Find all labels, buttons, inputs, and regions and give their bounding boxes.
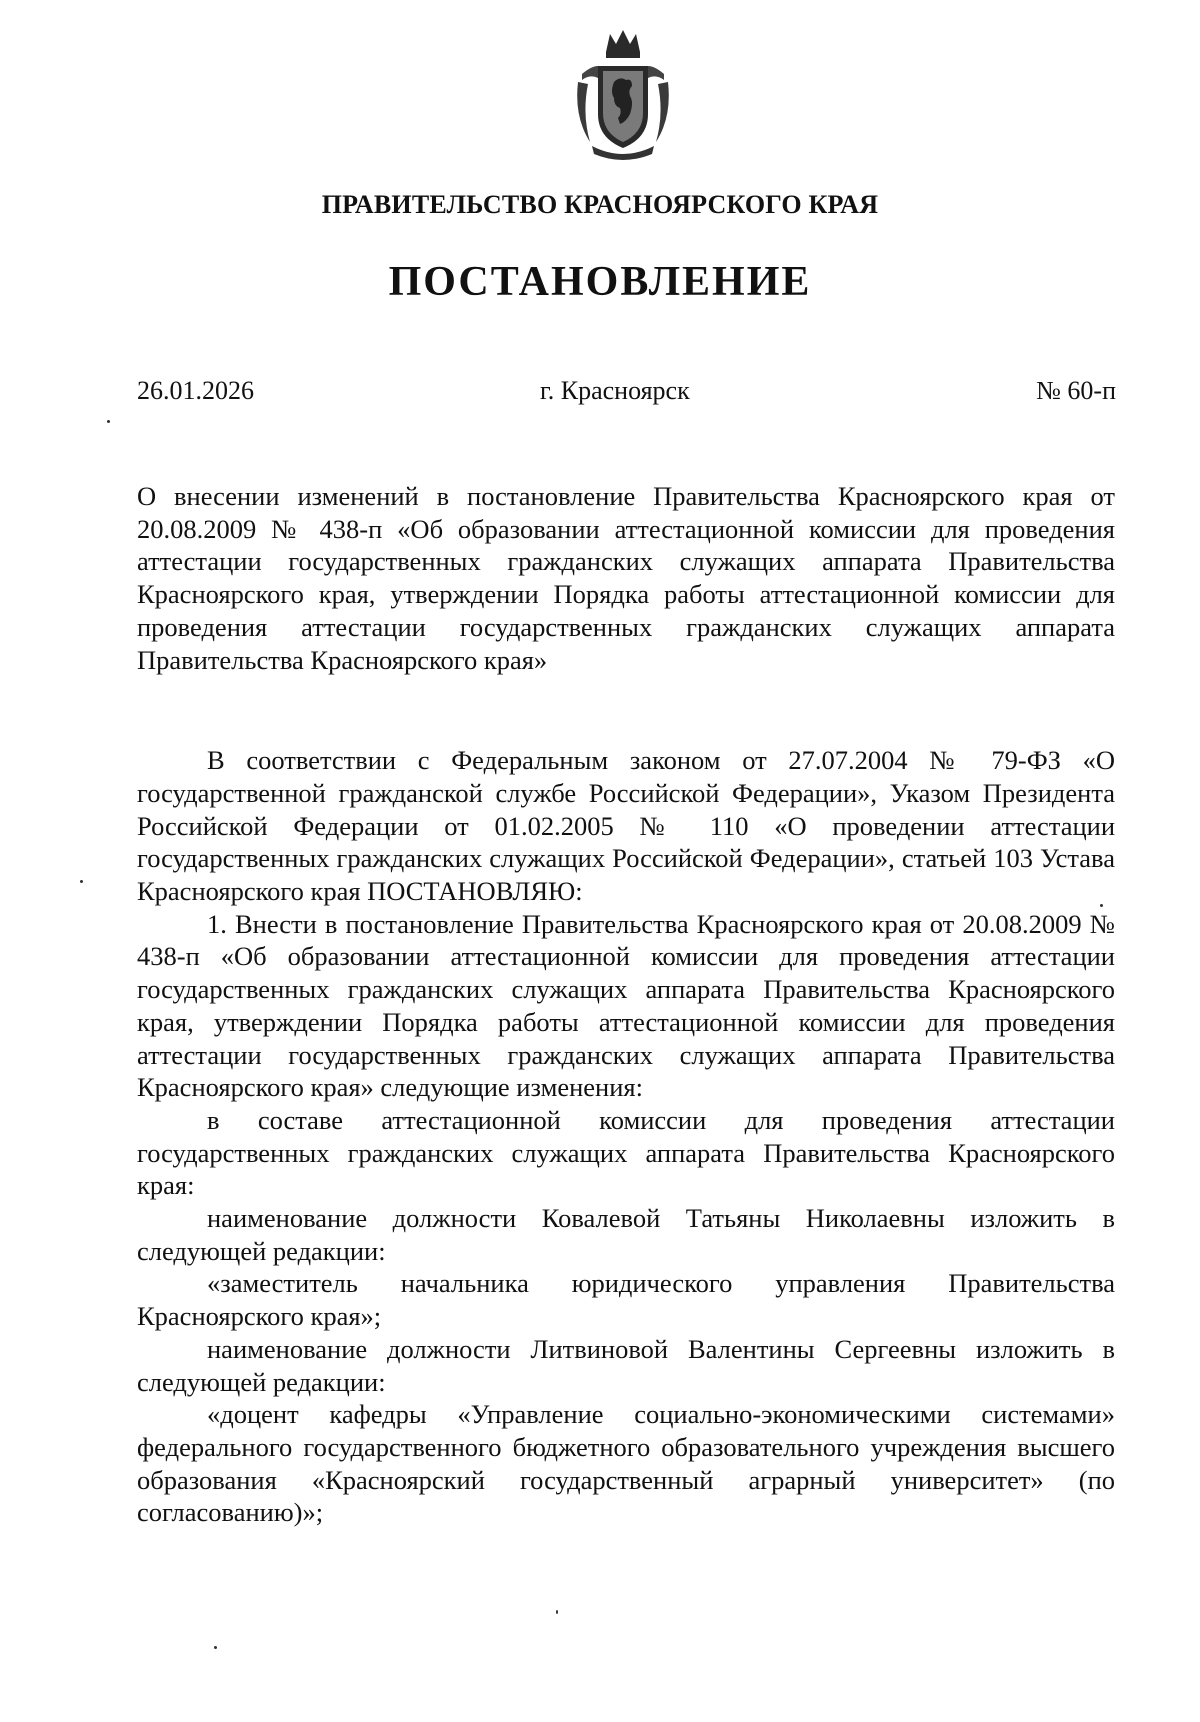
scan-speck [1100,904,1103,907]
paragraph-kovaleva-position: «заместитель начальника юридического управления Правительства Красноярского края»; [137,1268,1115,1332]
document-body [137,480,1115,1529]
paragraph-commission: в составе аттестационной комиссии для проведения аттестации государственных гражданских служащих аппарата Правительства Красноярского края: [137,1104,1115,1201]
paragraph-kovaleva: наименование должности Ковалевой Татьяны Николаевны изложить в следующей редакции: [137,1203,1115,1266]
scan-speck [80,880,83,883]
scan-speck [107,420,110,423]
document-date: 26.01.2026 [137,376,254,405]
paragraph-preamble: В соответствии с Федеральным законом от 27.07.2004 № 79-ФЗ «О государственной гражданской службе Российской Федерации», Указом Президента Российской Федерации от 01.02.2005 № 110 «О проведении аттестации государственных гражданских служащих Российской Федерации», статьей 103 Устава Красноярского края ПОСТАНОВЛЯЮ: [137,745,1115,907]
document-number: № 60-п [1036,376,1116,405]
scan-speck [214,1646,217,1649]
organization-name: ПРАВИТЕЛЬСТВО КРАСНОЯРСКОГО КРАЯ [321,190,879,219]
paragraph-litvinova-position: «доцент кафедры «Управление социально-экономическими системами» федерального государственного бюджетного образовательного учреждения высшего образования «Красноярский государственный аграрный университет» (по согласованию)»; [137,1399,1115,1528]
paragraph-litvinova: наименование должности Литвиновой Валентины Сергеевны изложить в следующей редакции: [137,1333,1115,1397]
document-city: г. Красноярск [540,376,690,405]
document-title: О внесении изменений в постановление Правительства Красноярского края от 20.08.2009 № 438-п «Об образовании аттестационной комиссии для проведения аттестации государственных гражданских служащих аппарата Правительства Красноярского края, утверждении Порядка работы аттестационной комиссии для проведения аттестации государственных гражданских служащих аппарата Правительства Красноярского края» [137,481,1115,675]
document-type: ПОСТАНОВЛЕНИЕ [388,259,812,305]
scan-speck [556,1610,558,1614]
coat-of-arms-icon [568,22,678,162]
paragraph-item-1: 1. Внести в постановление Правительства Красноярского края от 20.08.2009 № 438-п «Об образовании аттестационной комиссии для проведения аттестации государственных гражданских служащих аппарата Правительства Красноярского края, утверждении Порядка работы аттестационной комиссии для проведения аттестации государственных гражданских служащих аппарата Правительства Красноярского края» следующие изменения: [137,908,1115,1103]
